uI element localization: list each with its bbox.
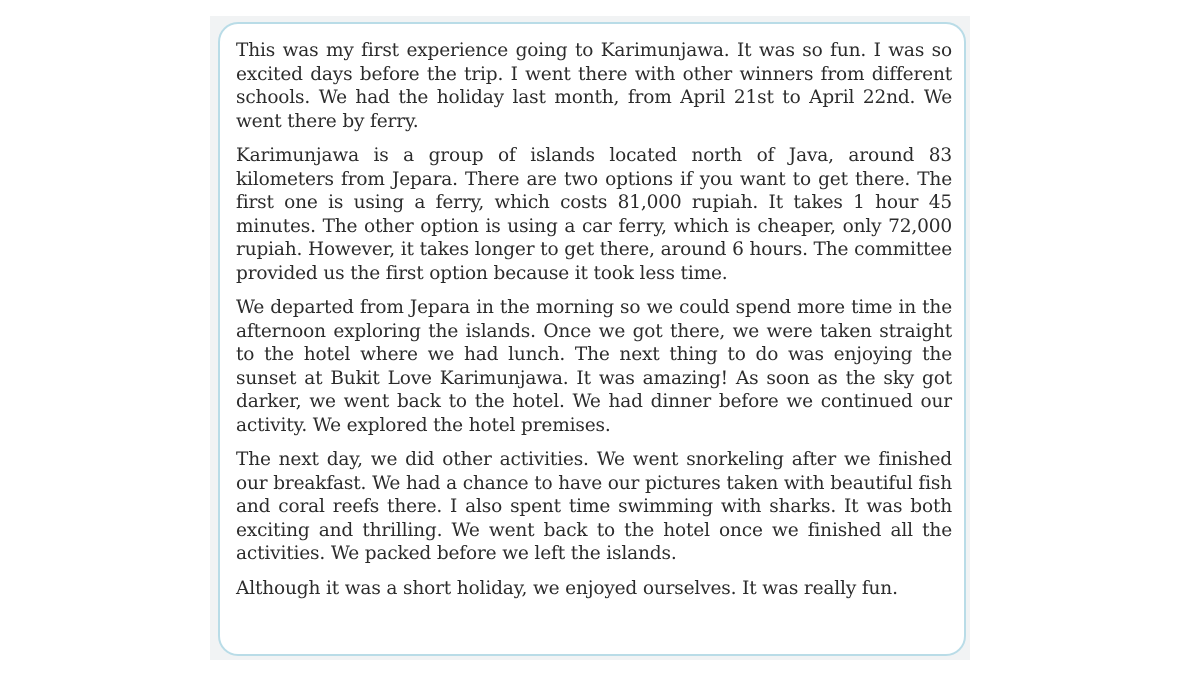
- paragraph-1: This was my first experience going to Karimunjawa. It was so fun. I was so excited days before the trip. I went there with other winners from different schools. We had the holiday last month, from April 21st to April 22nd. We went there by ferry.: [236, 40, 952, 132]
- paragraph-2: Karimunjawa is a group of islands located north of Java, around 83 kilometers from Jepara. There are two options if you want to get there. The first one is using a ferry, which costs 81,000 rupiah. It takes 1 hour 45 minutes. The other option is using a car ferry, which is cheaper, only 72,000 rupiah. However, it takes longer to get there, around 6 hours. The committee provided us the first option because it took less time.: [236, 145, 952, 284]
- scanned-page: [210, 16, 970, 660]
- paragraph-4: The next day, we did other activities. We went snorkeling after we finished our breakfast. We had a chance to have our pictures taken with beautiful fish and coral reefs there. I also spent time swimming with sharks. It was both exciting and thrilling. We went back to the hotel once we finished all the activities. We packed before we left the islands.: [236, 449, 952, 564]
- paragraph-3: We departed from Jepara in the morning so we could spend more time in the afternoon exploring the islands. Once we got there, we were taken straight to the hotel where we had lunch. The next thing to do was enjoying the sunset at Bukit Love Karimunjawa. It was amazing! As soon as the sky got darker, we went back to the hotel. We had dinner before we continued our activity. We explored the hotel premises.: [236, 297, 952, 436]
- paragraph-5: Although it was a short holiday, we enjoyed ourselves. It was really fun.: [236, 577, 898, 599]
- text-box: [218, 22, 966, 656]
